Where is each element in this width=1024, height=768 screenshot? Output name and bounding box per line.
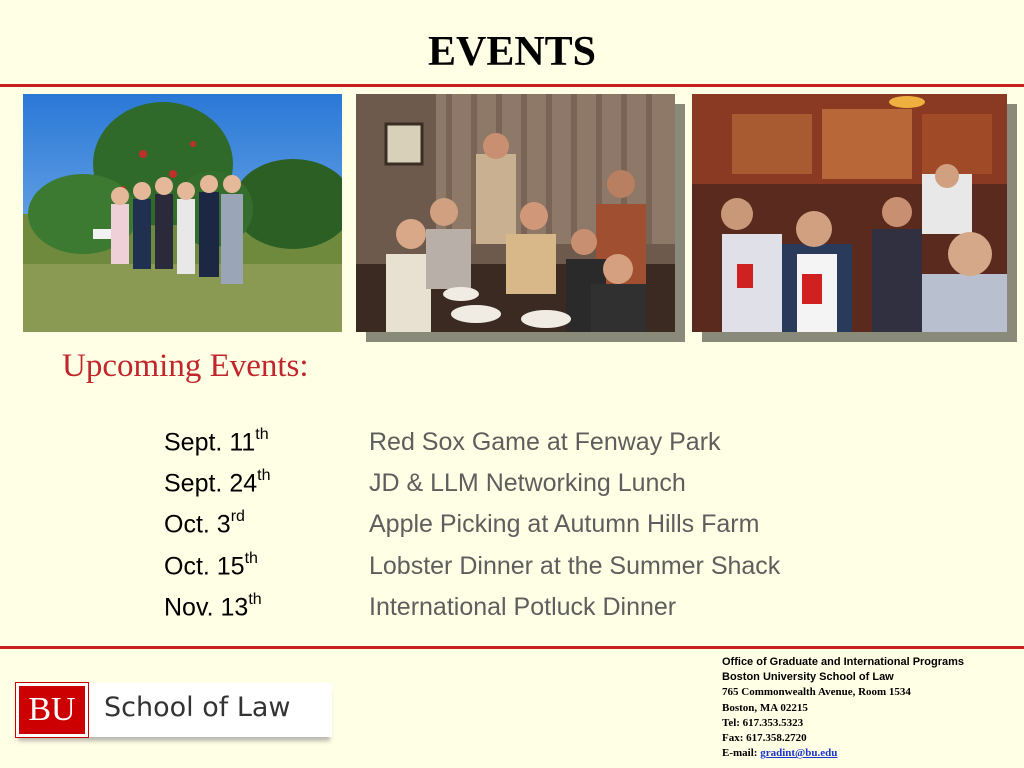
event-name: Lobster Dinner at the Summer Shack bbox=[369, 552, 781, 580]
address-line: 765 Commonwealth Avenue, Room 1534 bbox=[722, 686, 911, 699]
apple-picking-group-photo bbox=[23, 94, 342, 332]
city-line: Boston, MA 02215 bbox=[722, 701, 808, 714]
school-name: Boston University School of Law bbox=[722, 671, 894, 684]
bu-school-of-law-logo bbox=[16, 683, 332, 737]
event-date: Nov. 13th bbox=[164, 591, 262, 622]
event-date: Oct. 15th bbox=[164, 550, 258, 581]
office-name: Office of Graduate and International Programs bbox=[722, 656, 965, 668]
event-name: International Potluck Dinner bbox=[369, 593, 677, 621]
event-date: Sept. 11th bbox=[164, 426, 269, 457]
lobster-dinner-photo bbox=[692, 94, 1007, 332]
logo-text: School of Law bbox=[104, 692, 291, 723]
email-link[interactable]: gradint@bu.edu bbox=[760, 747, 838, 760]
bu-logo-badge: BU bbox=[16, 683, 88, 737]
event-name: JD & LLM Networking Lunch bbox=[369, 469, 686, 497]
event-date: Oct. 3rd bbox=[164, 508, 245, 539]
event-name: Red Sox Game at Fenway Park bbox=[369, 428, 721, 456]
event-date: Sept. 24th bbox=[164, 467, 271, 498]
event-name: Apple Picking at Autumn Hills Farm bbox=[369, 510, 760, 538]
bottom-divider bbox=[0, 646, 1024, 649]
email-line: E-mail: gradint@bu.edu bbox=[722, 747, 838, 760]
phone-line: Tel: 617.353.5323 bbox=[722, 716, 804, 729]
restaurant-group-photo bbox=[356, 94, 675, 332]
top-divider bbox=[0, 84, 1024, 87]
fax-line: Fax: 617.358.2720 bbox=[722, 732, 807, 745]
page-title: EVENTS bbox=[427, 29, 597, 75]
contact-info bbox=[722, 655, 1018, 761]
upcoming-events-heading: Upcoming Events: bbox=[62, 348, 309, 384]
